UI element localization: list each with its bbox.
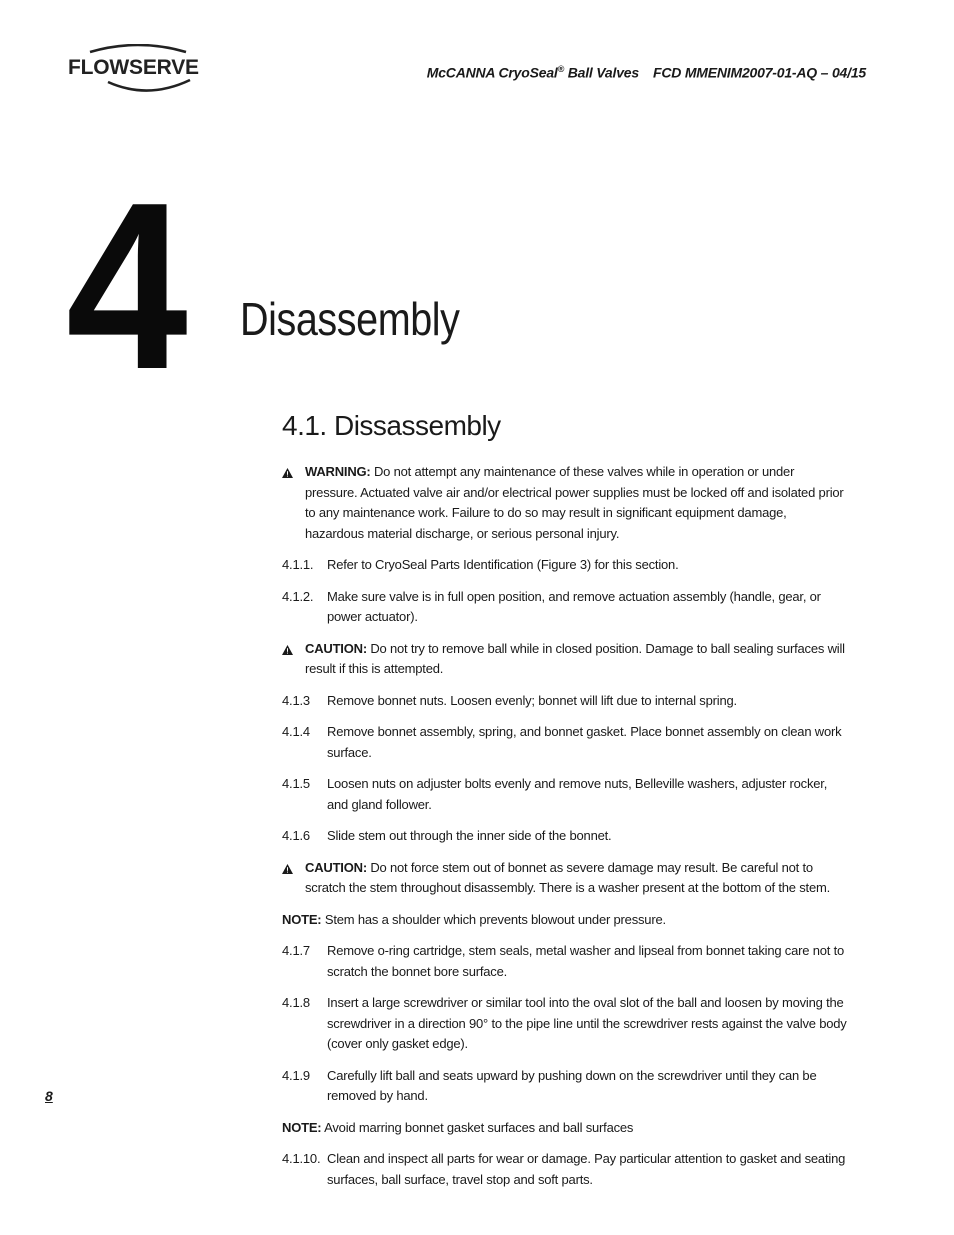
step-text: Remove o-ring cartridge, stem seals, metal washer and lipseal from bonnet taking care not to scratch the bonnet bore surface. xyxy=(327,943,845,979)
warning-triangle-icon xyxy=(282,645,293,655)
chapter-number: 4 xyxy=(66,154,188,419)
document-header xyxy=(427,64,866,81)
note-label: NOTE: xyxy=(282,1119,322,1135)
instruction-list xyxy=(282,462,848,1190)
step-number: 4.1.1. xyxy=(282,557,314,572)
header-product: McCANNA CryoSeal xyxy=(426,64,558,81)
step-number: 4.1.10. xyxy=(282,1151,321,1166)
section-title: 4.1. Dissassembly xyxy=(282,410,501,441)
header-registered-mark: ® xyxy=(557,64,565,74)
step-number: 4.1.4 xyxy=(282,724,310,739)
step-number: 4.1.9 xyxy=(282,1067,310,1083)
alert-text: Do not force stem out of bonnet as severe damage may result. Be careful not to scratch the stem throughout disassembly. There is a washer present at the bottom of the stem. xyxy=(305,859,831,895)
step-text: Insert a large screwdriver or similar tool into the oval slot of the ball and loosen by moving the screwdriver in a direction 90° to the pipe line until the screwdriver rests against the valve body (cover only gasket edge). xyxy=(327,995,847,1051)
step-item xyxy=(282,1149,848,1190)
alert-text: Do not attempt any maintenance of these valves while in operation or under pressure. Actuated valve air and/or electrical power supplies must be locked off and isolated prior to any maintenance work. Failure to do so may result in significant equipment damage, hazardous material discharge, or serious personal injury. xyxy=(305,464,844,541)
warning-triangle-icon xyxy=(282,864,293,874)
alert-block xyxy=(282,858,848,899)
header-doc-code: FCD MMENIM2007-01-AQ – 04/15 xyxy=(652,64,866,81)
step-item xyxy=(282,1066,848,1107)
step-item xyxy=(282,774,848,815)
step-number: 4.1.2. xyxy=(282,588,314,604)
step-item xyxy=(282,941,848,982)
step-item xyxy=(282,993,848,1055)
warning-triangle-icon xyxy=(282,468,293,478)
step-text: Make sure valve is in full open position, and remove actuation assembly (handle, gear, or power actuator). xyxy=(327,588,821,624)
step-number: 4.1.3 xyxy=(282,692,310,708)
step-item xyxy=(282,826,848,847)
alert-label: CAUTION: xyxy=(305,859,367,875)
step-item xyxy=(282,691,848,712)
step-item xyxy=(282,555,848,576)
step-text: Slide stem out through the inner side of the bonnet. xyxy=(327,828,612,843)
step-item xyxy=(282,587,848,628)
note-text: Avoid marring bonnet gasket surfaces and ball surfaces xyxy=(321,1119,634,1135)
step-number: 4.1.7 xyxy=(282,943,310,958)
logo-wordmark: FLOWSERVE xyxy=(68,56,199,79)
step-number: 4.1.6 xyxy=(282,828,310,843)
note-block xyxy=(282,1118,848,1139)
step-text: Remove bonnet assembly, spring, and bonnet gasket. Place bonnet assembly on clean work surface. xyxy=(327,724,842,760)
note-text: Stem has a shoulder which prevents blowout under pressure. xyxy=(321,911,666,927)
step-item xyxy=(282,722,848,763)
chapter-title: Disassembly xyxy=(240,293,460,345)
alert-label: WARNING: xyxy=(305,464,371,479)
step-text: Refer to CryoSeal Parts Identification (Figure 3) for this section. xyxy=(327,557,679,572)
section-content xyxy=(282,408,848,1201)
step-number: 4.1.8 xyxy=(282,995,310,1010)
step-number: 4.1.5 xyxy=(282,776,310,791)
step-text: Clean and inspect all parts for wear or damage. Pay particular attention to gasket and seating surfaces, ball surface, travel stop and soft parts. xyxy=(327,1151,846,1187)
step-text: Remove bonnet nuts. Loosen evenly; bonnet will lift due to internal spring. xyxy=(327,692,737,708)
alert-block xyxy=(282,462,848,544)
step-text: Loosen nuts on adjuster bolts evenly and remove nuts, Belleville washers, adjuster rocker, and gland follower. xyxy=(327,776,828,812)
note-block xyxy=(282,910,848,931)
note-label: NOTE: xyxy=(282,911,322,927)
header-product-suffix: Ball Valves xyxy=(564,64,639,81)
alert-block xyxy=(282,639,848,680)
flowserve-logo xyxy=(68,44,208,96)
page-number: 8 xyxy=(45,1088,53,1104)
alert-label: CAUTION: xyxy=(305,640,367,656)
step-text: Carefully lift ball and seats upward by pushing down on the screwdriver until they can be removed by hand. xyxy=(327,1067,817,1103)
alert-text: Do not try to remove ball while in closed position. Damage to ball sealing surfaces will result if this is attempted. xyxy=(305,640,845,676)
